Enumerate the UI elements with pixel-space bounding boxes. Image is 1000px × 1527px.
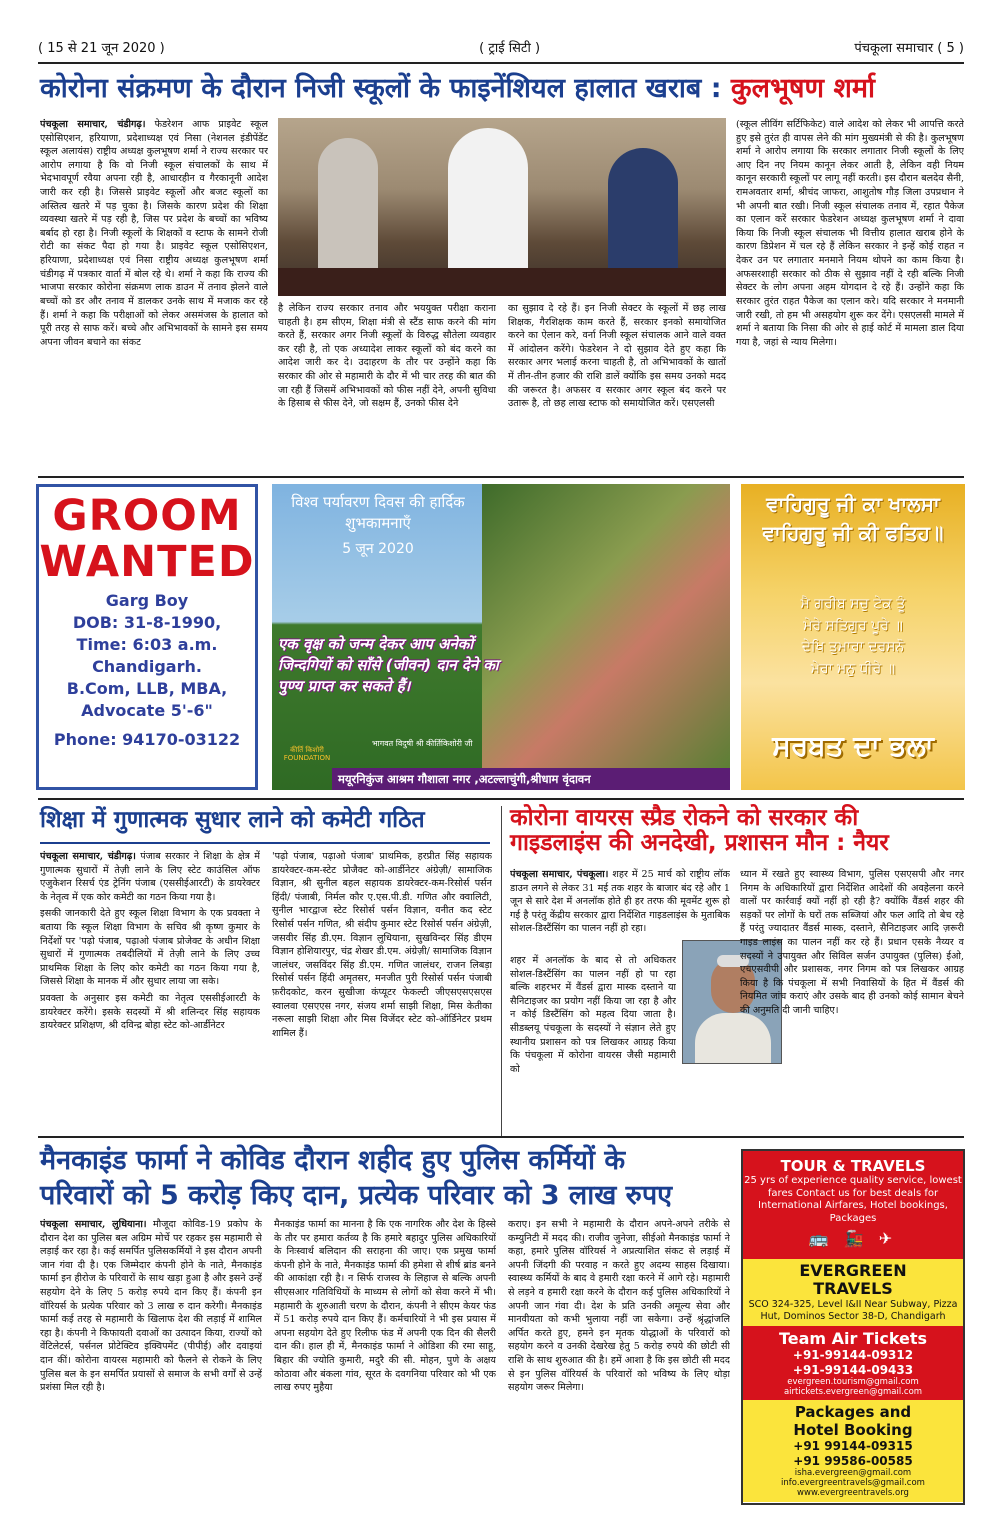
story2-text-1: पंजाब सरकार ने शिक्षा के क्षेत्र में गुणात्मक सुधारों में तेज़ी लाने के लिए स्टेट काउंसिल ऑफ एजुकेशन रिसर्च एंड ट्रेनिंग पंजाब (एससीईआरटी) के डायरेक्टर के नेतृत्व में एक कोर कमेटी का गठन किया गया है। [40,851,260,903]
story1-col4 [736,118,964,470]
story3-headline [510,806,966,857]
page-number: पंचकूला समाचार ( 5 ) [854,41,964,56]
divider [501,806,502,1136]
divider [38,1136,964,1138]
story4-text-2: मैनकाइंड फार्मा का मानना है कि एक नागरिक और देश के हिस्से के तौर पर हमारा कर्तव्य है कि हमारे बहादुर पुलिस अधिकारियों के निःस्वार्थ बलिदान की सराहना की जाए। एक प्रमुख फार्मा कंपनी होने के नाते, मैनकाइंड फार्मा की हमेशा से शीर्ष ब्रांड बनने की आकांक्षा रही है। न सिर्फ राजस्व के लिहाज से बल्कि अपनी सीएसआर गतिविधियों के माध्यम से लोगों को सेवा करने में भी। महामारी के शुरुआती चरण के दौरान, कंपनी ने सीएम केयर फंड में 51 करोड़ रुपये दान किए हैं। कर्मचारियों ने भी इस प्रयास में अपना सहयोग देते हुए रिलीफ फंड में अपनी एक दिन की सैलरी दान की। हाल ही में, मैनकाइंड फार्मा ने ओडिशा की रमा साहू, बिहार की ज्योति कुमारी, मदुरै की सी. मोहन, पुणे के अक्षय कोठावा और बंकला गांव, सूरत के दवगनिया परिवार को भी एक लाख रुपए मुहैया [274,1219,496,1394]
story3-text-1: शहर में 25 मार्च को राष्ट्रीय लॉक डाउन लगने से लेकर 31 मई तक शहर के बाजार बंद रहे और 1 जून से सारे देश में अनलॉक होते ही हर तरफ की मूवमेंट शुरू हो गई है परंतु केंद्रीय सरकार द्वारा निर्देशित गाइडलाइंस के मुताबिक सोशल-डिस्टैंसिंग का पालन नहीं हो रहा। [510,869,730,935]
company-name-2: TRAVELS [813,1279,893,1299]
transport-icons: 🚌 🚂 ✈ [808,1229,898,1248]
travel-email: info.evergreentravels@gmail.com [781,1478,925,1489]
story1-text-4: (स्कूल लीविंग सर्टिफिकेट) वाले आदेश को लेकर भी आपत्ति करते हुए इसे तुरंत ही वापस लेने की मांग मुख्यमंत्री से की है। कुलभूषण शर्मा ने आरोप लगाया कि सरकार लगातार निजी स्कूलों के लिए आए दिन नए नियम कानून लेकर आती है, लेकिन वही नियम कानून सरकारी स्कूलों पर लागू नहीं करती। इस दौरान बलदेव सैनी, रामअवतार शर्मा, श्रीचंद जाफरा, आशुतोष गौड़ जिला उपप्रधान ने भी अपनी बात रखी। निजी स्कूल संचालक तनाव में, रहात पैकेज का एलान करें सरकार फेडरेशन अध्यक्ष कुलभूषण शर्मा ने दावा किया कि निजी स्कूल संचालक भी वित्तीय हालात खराब होने के कारण डिप्रेशन में चल रहे हैं लेकिन सरकार ने इन्हें कोई राहत न देकर उन पर लगातार मनमाने नियम थोपने का काम किया है। अफसरशाही सरकार को ठीक से सुझाव नहीं दे रही बल्कि निजी सेक्टर के लोग अपना अहम योगदान दे रहे हैं। उन्होंने कहा कि सरकार तुरंत राहत पैकेज का एलान करे। यदि सरकार ने मनमानी जारी रखी, तो हम भी असहयोग शुरू कर देंगे। एसएलसी मामले में शर्मा ने बताया कि निसा की ओर से हाई कोर्ट में मामला डाल दिया गया है, जहां से न्याय मिलेगा। [736,119,964,348]
story3-col2 [740,868,964,1132]
sikh-footer: ਸਰਬਤ ਦਾ ਭਲਾ [772,729,934,762]
groom-line: Advocate 5'-6" [81,701,213,721]
packages-heading-1: Packages and [794,1403,912,1422]
groom-line: Time: 6:03 a.m. [76,635,218,655]
company-name-1: EVERGREEN [799,1261,907,1280]
travel-phone: +91 99144-09315 [793,1439,913,1454]
packages-heading-2: Hotel Booking [793,1421,913,1440]
groom-line: Garg Boy [105,590,189,610]
groom-title-1: GROOM [52,491,242,541]
story4-headline-1: मैनकाइंड फार्मा ने कोविड दौरान शहीद हुए पुलिस कर्मियों के [40,1145,626,1176]
groom-wanted-ad [36,484,258,790]
env-date: 5 जून 2020 [342,541,414,557]
travel-phone: +91-99144-09433 [792,1362,914,1377]
sikh-verse: ਦੇਖਿ ਤੁਮਾਰਾ ਦਰਸਨੋ [801,639,905,656]
travel-tagline: 25 yrs of experience quality service, lowest fares Contact us for best deals for International Airfares, Hotel bookings, Packages [744,1175,962,1224]
story2-body [40,850,492,1132]
env-quote: एक वृक्ष को जन्म देकर आप अनेकों जिन्दगियों को साँसे (जीवन) दान देने का पुण्य प्राप्त कर सकते हैं। [278,635,499,695]
company-address: SCO 324-325, Level I&II Near Subway, Pizza Hut, Dominos Sector 38-D, Chandigarh [748,1298,958,1323]
story1-dateline: पंचकूला समाचार, चंडीगढ़। [40,119,146,130]
issue-date: ( 15 से 21 जून 2020 ) [38,41,165,56]
story3-dateline: पंचकूला समाचार, पंचकूला। [510,869,609,880]
story3-headline-1: कोरोना वायरस स्प्रैड रोकने को सरकार की [510,805,859,831]
story4-text-1: मौजूदा कोविड-19 प्रकोप के दौरान देश का पुलिस बल अग्रिम मोर्चे पर रहकर इस महामारी से लड़ाई कर रहा है। कई समर्पित पुलिसकर्मियों ने इस दौरान अपनी जान गंवा दी है। एक जिम्मेदार कंपनी होने के नाते, मैनकाइंड फार्मा इन हीरोज के परिवारों के साथ खड़ा हुआ है और इसने उन्हें सहयोग देने के लिए 5 करोड़ रुपये दान किए हैं। कंपनी इन वॉरियर्स के प्रत्येक परिवार को 3 लाख रु दान करेगी। मैनकाइंड फार्मा कई तरह से महामारी के खिलाफ देश की लड़ाई में शामिल रहा है। कंपनी ने किफायती दवाओं का उत्पादन किया, राज्यों को वेंटिलेटर्स, पर्सनल प्रोटेक्टिव इक्विपमेंट (पीपीई) और दवाइयां दान कीं। कोरोना वायरस महामारी को फैलने से रोकने के लिए पुलिस बल के इन समर्पित प्रयासों से समाज के सभी वर्गों से उन्हें प्रशंसा मिल रही है। [40,1219,262,1394]
sikh-line-1: ਵਾਹਿਗੁਰੂ ਜੀ ਕਾ ਖਾਲਸਾ [766,492,940,516]
story1-headline [40,74,966,104]
edition-name: ( ट्राई सिटी ) [479,41,541,56]
page-header [38,34,964,64]
sikh-verse: ਮੇਰਾ ਮਨੁ ਧੀਰੇ ॥ [810,661,896,678]
story2-rule [40,842,490,844]
evergreen-travels-ad [741,1149,965,1505]
story4-body [40,1218,730,1508]
story1-col1 [40,118,268,468]
story4-text-3: कराए। इन सभी ने महामारी के दौरान अपने-अपने तरीके से कम्युनिटी में मदद की। राजीव जुनेजा, सीईओ मैनकाइंड फार्मा ने कहा, हमारे पुलिस वॉरियर्स ने अप्रत्याशित संकट से लड़ाई में अपनी जिंदगी की परवाह न करते हुए अदम्य साहस दिखाया। स्वास्थ्य कर्मियों के बाद वे हमारी रक्षा करने में आगे रहे। महामारी से लड़ने व हमारी रक्षा करने के दौरान कई पुलिस अधिकारियों ने अपनी जान गंवा दी। देश के प्रति उनकी अमूल्य सेवा और मानवीयता को कभी भुलाया नहीं जा सकेगा। उन्हें श्रृंद्धांजलि अर्पित करते हुए, हमने इन मृतक योद्धाओं के परिवारों को सहयोग करने व उनकी देखरेख हेतु 5 करोड़ रुपये की छोटी सी राशि के साथ शुरुआत की है। हमें आशा है कि इस छोटी सी मदद से इन पुलिस वॉरियर्स के परिवारों को भविष्य के लिए थोड़ा सहयोग जरूर मिलेगा। [508,1219,730,1394]
story1-text-2: है लेकिन राज्य सरकार तनाव और भययुक्त परीक्षा कराना चाहती है। हम सीएम, शिक्षा मंत्री से स्टैंड साफ करने की मांग करते हैं, सरकार अगर निजी स्कूलों के विरुद्ध सौतेला व्यवहार कर रही है, तो एक अध्यादेश लाकर स्कूलों को बंद करने का आदेश जारी कर दे। उदाहरण के तौर पर उन्होंने कहा कि सरकार की ओर से महामारी के दौर में भी चार तरह की बात की जा रही हैं जिसमें अभिभावकों को फीस नहीं देने, अपनी सुविधा के हिसाब से फीस देने, जो सक्षम हैं, उनको फीस देने [278,303,496,410]
sikh-verse: ਮੈ ਗਰੀਬ ਸਚੁ ਟੇਕ ਤੂੰ [800,596,906,612]
groom-line: Chandigarh. [92,657,202,677]
story2-text-2: इसकी जानकारी देते हुए स्कूल शिक्षा विभाग के एक प्रवक्ता ने बताया कि स्कूल शिक्षा विभाग के सचिव श्री कृष्ण कुमार के निर्देशों पर 'पढ़ो पंजाब, पढ़ाओ पंजाब प्रोजेक्ट के अधीन शिक्षा सुधारों में गुणात्मक तबदीलियों में तेज़ी लाने के लिए उच्च प्राथमिक शिक्षा के लिए कोर कमेटी का गठन किया गया है, जिससे शिक्षा के मानक में और सुधार लाया जा सके। [40,908,260,988]
press-conference-photo [278,118,726,296]
story3-col1-bottom [510,954,676,1132]
env-address-bar: मयूरनिकुंज आश्रम गौशाला नगर ,अटल्लाचुंगी,श्रीधाम वृंदावन [332,768,730,790]
travel-website: www.evergreentravels.org [797,1488,909,1499]
story3-headline-2: गाइडलाइंस की अनदेखी, प्रशासन मौन : नैयर [510,830,889,857]
sikh-line-2: ਵਾਹਿਗੁਰੂ ਜੀ ਕੀ ਫਤਿਹ॥ [762,521,944,545]
story4-headline [40,1144,732,1213]
groom-phone: Phone: 94170-03122 [53,730,241,750]
travel-heading: TOUR & TRAVELS [780,1157,926,1175]
story3-text-2: शहर में अनलॉक के बाद से तो अधिकतर सोशल-डिस्टैंसिंग का पालन नहीं हो पा रहा बल्कि शहरभर में वैंडर्स द्वारा मास्क दस्ताने या सैनिटाइजर का प्रयोग नहीं किया जा रहा है और न कोई डिस्टैंसिंग को महत्व दिया जाता है। सीडब्लयू पंचकूला के सदस्यों ने संज्ञान लेते हुए स्थानीय प्रशासन को पत्र लिखकर आग्रह किया कि पंचकूला में कोरोना वायरस जैसी महामारी को [510,955,676,1075]
groom-title-2: WANTED [39,537,255,588]
groom-line: B.Com, LLB, MBA, [66,679,228,699]
travel-phone: +91-99144-09312 [792,1348,914,1363]
divider [38,798,964,800]
tree-planting-photo [482,484,730,768]
story3-text-3: ध्यान में रखते हुए स्वास्थ्य विभाग, पुलिस एसएसपी और नगर निगम के अधिकारियों द्वारा निर्देशित आदेशों की अवहेलना करने वालों पर कार्रवाई क्यों नहीं हो रही है? क्योंकि वैंडर्स शहर की सड़कों पर लोगों के घरों तक सब्जियां और फल आदि तो बेच रहे हैं परंतु ज्यादातर वैंडर्स मास्क, दस्ताने, सैनिटाइजर आदि ज़रूरी गाइड लाइंस का पालन नहीं कर रहे हैं। प्रधान एसके नैय्यर व सदस्यों ने उपायुक्त और सिविल सर्जन उपायुक्त (पुलिस) ईओ, एचएसवीपी और प्रशासक, नगर निगम को पत्र लिखकर आग्रह किया है कि पंचकूला में सभी निवासियों के हित में वैंडर्स की नियमित जांच कराएं और उसके बाद ही उनको कोई सामान बेचने की अनुमति दी जानी चाहिए। [740,869,964,1017]
story1-headline-main: कोरोना संक्रमण के दौरान निजी स्कूलों के फाइनेंशियल हालात खराब : [40,73,722,104]
environment-day-ad [272,484,730,790]
groom-line: DOB: 31-8-1990, [72,612,222,632]
divider [38,476,964,478]
travel-email: isha.evergreen@gmail.com [794,1468,912,1479]
env-title: विश्व पर्यावरण दिवस की हार्दिक शुभकामनाएँ [291,493,465,532]
story1-text-1: फेडरेशन आफ प्राइवेट स्कूल एसोसिएशन, हरियाणा, प्रदेशाध्यक्ष एवं निसा (नेशनल इंडीपेंडेंट स्कूल अलायंस) राष्ट्रीय अध्यक्ष कुलभूषण शर्मा ने राज्य सरकार पर आरोप लगाया है कि वो निजी स्कूल संचालकों के साथ में भेदभावपूर्ण रवैया अपना रही है, आधारहीन व गैरकानूनी आदेश जारी कर रही है। जिससे प्राइवेट स्कूलों और बजट स्कूलों का अस्तित्व खतरे में पड़ चुका है। जिसके कारण प्रदेश की शिक्षा व्यवस्था खतरे में पड़ रही है, जिस पर प्रदेश के बच्चों का भविष्य बर्बाद हो रहा है। निजी स्कूलों के शिक्षकों व स्टाफ के सामने रोजी रोटी का संकट पैदा हो गया है। प्राइवेट स्कूल एसोसिएशन, हरियाणा, प्रदेशाध्यक्ष एवं निसा राष्ट्रीय अध्यक्ष कुलभूषण शर्मा चंडीगढ़ में पत्रकार वार्ता में बोल रहे थे। शर्मा ने कहा कि राज्य की भाजपा सरकार कोरोना संक्रमण लाक डाउन में तनाव झेलने वाले बच्चों को डर और तनाव में डालकर उनके साथ में मजाक कर रहे हैं। शर्मा ने कहा कि परीक्षाओं को लेकर असमंजस के हालात को पूरी तरह से साफ करें। बच्चे और अभिभावकों के सामने इस समय अपना जीवन बचाने का संकट [40,119,268,348]
team-air-tickets: Team Air Tickets [778,1329,928,1349]
env-signature: भागवत विदुषी श्री कीर्तिकिशोरी जी [372,739,473,748]
story4-dateline: पंचकूला समाचार, लुधियाना। [40,1219,147,1230]
story1-text-3: का सुझाव दे रहे हैं। इन निजी सेक्टर के स्कूलों में छह लाख शिक्षक, गैरशिक्षक काम करते हैं, सरकार इनको समायोजित करने का ऐलान करे, वर्ना निजी स्कूल संचालक आने वाले वक्त में आंदोलन करेंगे। फेडरेशन ने दो सुझाव देते हुए कहा कि सरकार अगर भलाई करना चाहती है, तो अभिभावकों के खातों में तीन-तीन हजार की राशि डालें क्योंकि इस समय उनको मदद की जरूरत है। अफसर व सरकार अगर स्कूल बंद करने पर उतारू है, तो छह लाख स्टाफ को समायोजित करें। एसएलसी [508,303,726,410]
story2-dateline: पंचकूला समाचार, चंडीगढ़। [40,851,136,862]
story2-text-4: 'पढ़ो पंजाब, पढ़ाओ पंजाब' प्राथमिक, हरप्रीत सिंह सहायक डायरेक्टर-कम-स्टेट प्रोजैक्ट को-आर्डीनेटर अंग्रेज़ी/ सामाजिक विज्ञान, श्री सुनील बहल सहायक डायरेक्टर-कम-रिसोर्स पर्सन हिंदी/ पंजाबी, निर्मल कौर ए.एस.पी.डी. गणित और क्वालिटी, सुनील भारद्वाज स्टेट रिसोर्स पर्सन विज्ञान, वनीत कद स्टेट रिसोर्स पर्सन गणित, श्री संदीप कुमार स्टेट रिसोर्स पर्सन अंग्रेज़ी, जसवीर सिंह डी.एम. विज्ञान लुधियाना, सुखविन्दर सिंह डीएम विज्ञान होशियारपुर, चंद्र शेखर डी.एम. अंग्रेज़ी/ सामाजिक विज्ञान जालंधर, जसविंदर सिंह डी.एम. गणित जालंधर, राजन लिबड़ा रिसोर्स पर्सन हिंदी अमृतसर, मनजीत पुरी रिसोर्स पर्सन पंजाबी फ़रीदकोट, करन सुखीजा कंप्यूटर फेकल्टी जीएसएसएसएस स्वालवा एसएएस नगर, संजय शर्मा साझी शिक्षा, मिस केतीका नरूला साझी शिक्षा और मिस विजेंदर स्टेट को-ऑर्डिनेटर प्रथम शामिल हैं। [272,851,492,1039]
sikh-verse: ਮੇਰੇ ਸਤਿਗੁਰ ਪੂਰੇ ॥ [803,617,903,634]
story1-headline-name: कुलभूषण शर्मा [730,73,875,104]
story2-text-3: प्रवक्ता के अनुसार इस कमेटी का नेतृत्व एससीईआरटी के डायरेक्टर करेंगे। इसके सदस्यों में श्री शलिन्दर सिंह सहायक डायरेक्टर प्रशिक्षण, श्री दविन्द्र बोहा स्टेट को-आर्डीनेटर [40,993,260,1032]
story4-headline-2: परिवारों को 5 करोड़ किए दान, प्रत्येक परिवार को 3 लाख रुपए [40,1179,673,1211]
foundation-logo: कीर्ति किशोरी FOUNDATION [283,746,331,763]
travel-email: airtickets.evergreen@gmail.com [783,1387,923,1398]
story2-headline: शिक्षा में गुणात्मक सुधार लाने को कमेटी गठित [40,807,425,833]
travel-phone: +91 99586-00585 [793,1453,913,1468]
waheguru-ad [741,484,965,790]
story1-col2-3 [278,302,726,470]
travel-email: evergreen.tourism@gmail.com [787,1377,919,1388]
